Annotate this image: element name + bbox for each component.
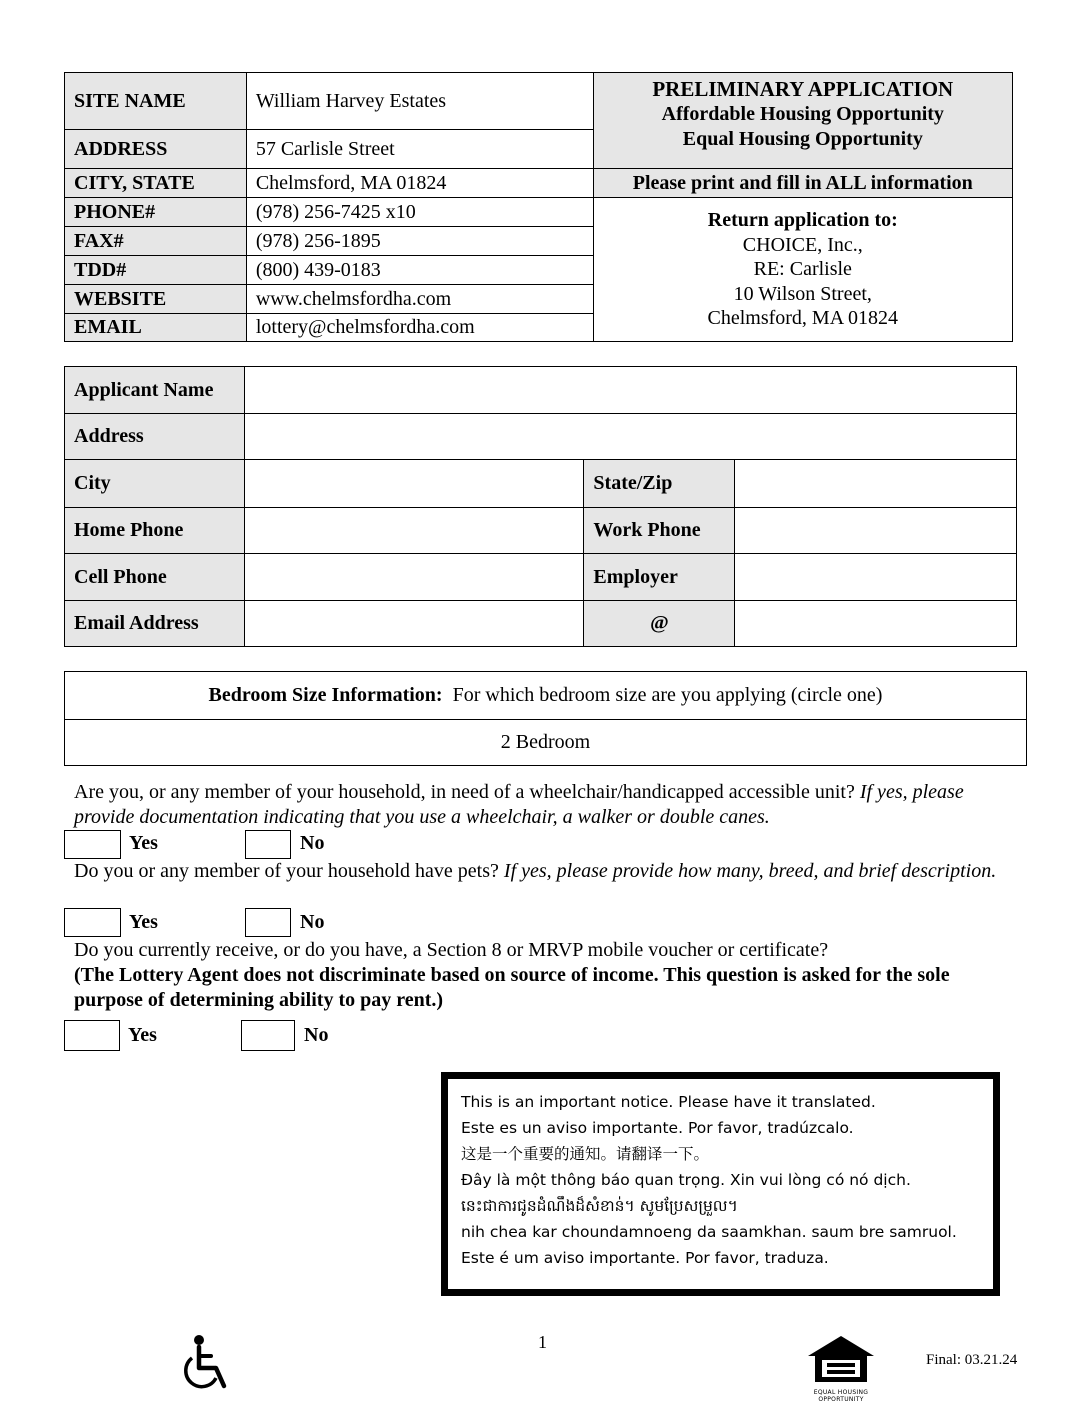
site-name-label: SITE NAME [65,73,247,130]
cell-phone-label: Cell Phone [65,554,245,601]
wheelchair-question-text: Are you, or any member of your household, in need of a wheelchair/handicapped accessible unit? [74,781,855,803]
voucher-yes-checkbox[interactable] [64,1020,120,1051]
notice-line-english: This is an important notice. Please have it translated. [461,1093,876,1111]
wheelchair-yes-label: Yes [129,832,158,854]
applicant-name-label: Applicant Name [65,367,245,414]
bedroom-option-2[interactable]: 2 Bedroom [65,720,1027,766]
email-label: EMAIL [65,314,247,342]
applicant-address-field[interactable] [244,414,1016,460]
fax-value: (978) 256-1895 [246,227,593,256]
eho-caption-line2: OPPORTUNITY [818,1396,864,1403]
website-value[interactable]: www.chelmsfordha.com [246,285,593,314]
cell-phone-field[interactable] [244,554,584,601]
bedroom-heading [65,672,1027,720]
tdd-label: TDD# [65,256,247,285]
work-phone-label: Work Phone [584,508,735,554]
email-user-field[interactable] [244,601,584,647]
wheelchair-question-note: If yes, please provide documentation indicating that you use a wheelchair, a walker or double canes. [74,781,964,828]
return-title: Return application to: [707,209,898,232]
city-state-label: CITY, STATE [65,169,247,198]
city-field[interactable] [244,460,584,508]
notice-line-khmer: នេះជាការជូនដំណឹងដ៏សំខាន់។ សូមប្រែសម្រួល។ [461,1197,738,1215]
pets-question [74,859,1004,884]
voucher-question-text: Do you currently receive, or do you have, a Section 8 or MRVP mobile voucher or certificate? [74,939,829,961]
return-line: 10 Wilson Street, [733,282,872,305]
city-label: City [65,460,245,508]
notice-line-khmer-romanized: nih chea kar choundamnoeng da saamkhan. saum bre samruol. [461,1223,957,1241]
wheelchair-no-label: No [300,832,325,854]
city-state-value: Chelmsford, MA 01824 [246,169,593,198]
fax-label: FAX# [65,227,247,256]
bedroom-heading-text: For which bedroom size are you applying (circle one) [452,684,883,706]
address-value: 57 Carlisle Street [246,130,593,169]
bedroom-size-table [64,671,1027,766]
email-domain-field[interactable] [735,601,1017,647]
voucher-question-note: (The Lottery Agent does not discriminate based on source of income. This question is asked for the sole purpose of determining ability to pay rent.) [74,964,950,1011]
notice-line-vietnamese: Đây là một thông báo quan trọng. Xin vui lòng có nó dịch. [461,1171,911,1189]
state-zip-field[interactable] [735,460,1017,508]
application-title: PRELIMINARY APPLICATION [652,77,954,101]
pets-question-note: If yes, please provide how many, breed, and brief description. [503,860,997,882]
site-name-value: William Harvey Estates [246,73,593,130]
work-phone-field[interactable] [735,508,1017,554]
employer-field[interactable] [735,554,1017,601]
phone-value: (978) 256-7425 x10 [246,198,593,227]
application-header [593,73,1012,169]
voucher-no-label: No [304,1024,329,1046]
pets-yes-label: Yes [129,911,158,933]
equal-housing-house-icon [806,1334,876,1384]
wheelchair-accessible-icon [178,1334,236,1397]
site-info-table [64,72,1013,342]
phone-label: PHONE# [65,198,247,227]
equal-housing-logo [806,1334,876,1403]
final-date: Final: 03.21.24 [926,1352,1018,1368]
tdd-value: (800) 439-0183 [246,256,593,285]
wheelchair-no-checkbox[interactable] [245,830,291,859]
wheelchair-yes-checkbox[interactable] [64,830,121,859]
wheelchair-question [74,780,1004,830]
applicant-info-table [64,366,1017,647]
email-address-label: Email Address [65,601,245,647]
home-phone-field[interactable] [244,508,584,554]
address-label: ADDRESS [65,130,247,169]
voucher-no-checkbox[interactable] [241,1020,295,1051]
page-number: 1 [538,1332,547,1352]
notice-line-spanish: Este es un aviso importante. Por favor, tradúzcalo. [461,1119,854,1137]
pets-no-label: No [300,911,325,933]
applicant-name-field[interactable] [244,367,1016,414]
pets-no-checkbox[interactable] [245,908,291,937]
bedroom-heading-bold: Bedroom Size Information: [208,684,443,706]
at-sign: @ [584,601,735,647]
voucher-yes-label: Yes [128,1024,157,1046]
website-label: WEBSITE [65,285,247,314]
eho-caption-line1: EQUAL HOUSING [813,1389,869,1396]
employer-label: Employer [584,554,735,601]
notice-line-chinese: 这是一个重要的通知。请翻译一下。 [461,1145,710,1163]
return-line: Chelmsford, MA 01824 [707,307,899,330]
pets-question-text: Do you or any member of your household have pets? [74,860,499,882]
pets-yes-checkbox[interactable] [64,908,121,937]
email-value[interactable]: lottery@chelmsfordha.com [246,314,593,342]
return-line: RE: Carlisle [753,258,852,281]
home-phone-label: Home Phone [65,508,245,554]
translation-notice [441,1072,1000,1296]
print-notice: Please print and fill in ALL information [593,169,1012,198]
return-line: CHOICE, Inc., [742,233,863,256]
applicant-address-label: Address [65,414,245,460]
state-zip-label: State/Zip [584,460,735,508]
notice-line-portuguese: Este é um aviso importante. Por favor, traduza. [461,1249,829,1267]
return-address [593,198,1012,342]
voucher-question [74,938,1004,1013]
affordable-housing-line: Affordable Housing Opportunity [661,103,944,125]
equal-housing-line: Equal Housing Opportunity [682,128,923,150]
